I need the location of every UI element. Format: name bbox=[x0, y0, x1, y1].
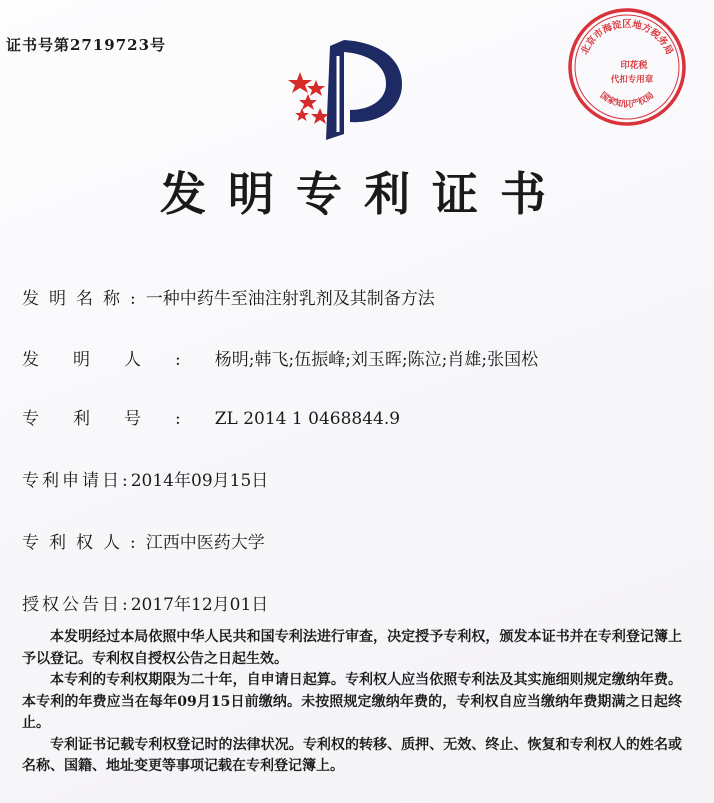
tax-seal-icon bbox=[566, 6, 688, 128]
cnipa-emblem-icon bbox=[286, 36, 406, 144]
seal-outer-text: 北京市海淀区地方税务局 bbox=[579, 18, 675, 57]
patentee-label: 专利权人: bbox=[22, 533, 146, 553]
field-invention-name bbox=[22, 284, 435, 309]
body-paragraph-3: 专利证书记载专利权登记时的法律状况。专利权的转移、质押、无效、终止、恢复和专利权人的姓名或名称、国籍、地址变更等事项记载在专利登记簿上。 bbox=[22, 736, 682, 774]
seal-bottom-text: 国家知识产权局 bbox=[597, 90, 657, 110]
body-paragraph-2: 本专利的专利权期限为二十年，自申请日起算。专利权人应当依照专利法及其实施细则规定缴纳年费。本专利的年费应当在每年09月15日前缴纳。未按照规定缴纳年费的，专利权自应当缴纳年费期满之日起终止。 bbox=[22, 672, 682, 731]
invention-name-label: 发明名称: bbox=[22, 289, 146, 309]
certificate-body bbox=[22, 627, 682, 778]
invention-name-value: 一种中药牛至油注射乳剂及其制备方法 bbox=[145, 289, 435, 309]
patent-number-label: 专利号: bbox=[22, 409, 215, 429]
svg-text:国家知识产权局 bbox=[598, 90, 657, 110]
grant-date-value: 2017年12月01日 bbox=[130, 595, 269, 615]
inventors-label: 发明人: bbox=[22, 350, 215, 370]
inventors-value: 杨明;韩飞;伍振峰;刘玉晖;陈泣;肖雄;张国松 bbox=[214, 350, 539, 370]
field-patent-number bbox=[22, 404, 400, 429]
certificate-title: 发明专利证书 bbox=[160, 167, 568, 221]
field-inventors bbox=[22, 345, 538, 370]
field-application-date bbox=[22, 466, 268, 491]
field-patentee bbox=[22, 528, 265, 553]
body-paragraph-1: 本发明经过本局依照中华人民共和国专利法进行审查，决定授予专利权，颁发本证书并在专利登记簿上予以登记。专利权自授权公告之日起生效。 bbox=[22, 629, 682, 667]
grant-date-label: 授权公告日: bbox=[22, 595, 131, 615]
application-date-label: 专利申请日: bbox=[22, 471, 131, 491]
seal-inner-line1: 印花税 bbox=[620, 61, 648, 71]
field-grant-date bbox=[22, 590, 268, 615]
certificate-number: 证书号第2719723号 bbox=[6, 36, 167, 54]
seal-inner-line2: 代扣专用章 bbox=[610, 75, 654, 85]
svg-text:北京市海淀区地方税务局 bbox=[578, 18, 675, 57]
patentee-value: 江西中医药大学 bbox=[145, 533, 265, 553]
application-date-value: 2014年09月15日 bbox=[130, 471, 269, 491]
patent-number-value: ZL 2014 1 0468844.9 bbox=[214, 409, 401, 429]
